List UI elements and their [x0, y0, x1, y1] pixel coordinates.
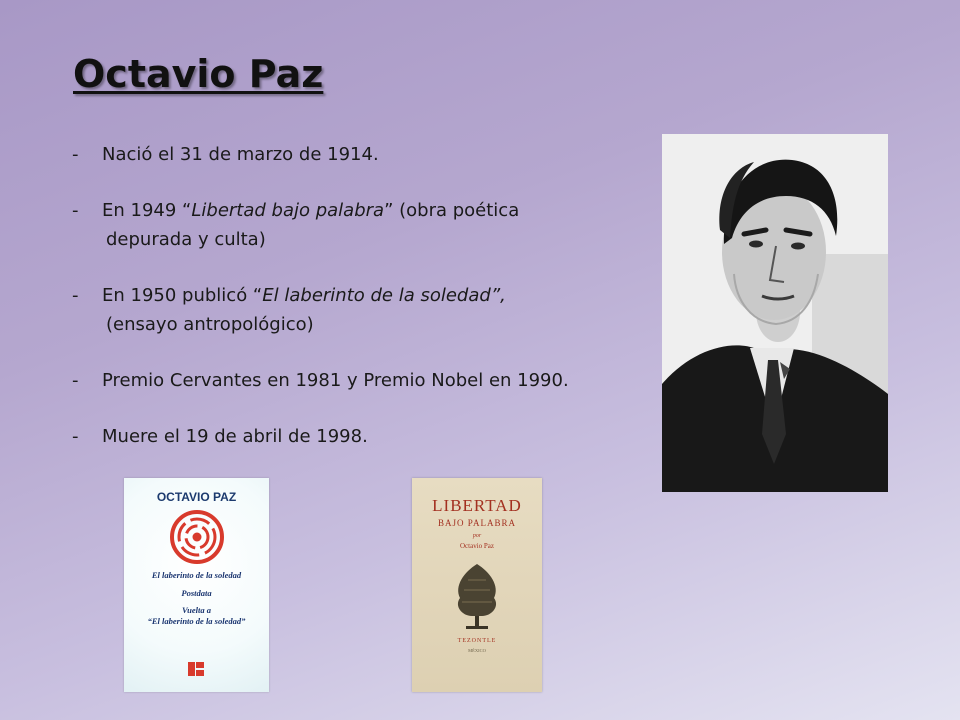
book-publisher: TEZONTLE	[457, 638, 497, 644]
book-por: por	[472, 533, 482, 539]
bullet-continuation: depurada y culta)	[106, 229, 266, 250]
book-title-laberinto: El laberinto de la soledad”,	[262, 285, 506, 306]
portrait-photo	[662, 134, 888, 492]
book-author: Octavio Paz	[459, 542, 494, 550]
bullet-awards	[72, 366, 642, 395]
book-subtitle: “El laberinto de la soledad”	[147, 616, 246, 626]
publisher-logo-icon	[188, 662, 204, 676]
book-place: MÉXICO	[468, 648, 486, 653]
bullet-birth	[72, 140, 642, 169]
bullet-text: Nació el 31 de marzo de 1914.	[102, 144, 379, 165]
bullet-text-suffix: ” (obra poética	[384, 200, 520, 221]
bullet-libertad	[72, 196, 642, 254]
bullet-dash: -	[72, 144, 79, 165]
bullet-death	[72, 422, 642, 451]
book-title: LIBERTAD	[432, 496, 522, 515]
bullet-text: Muere el 19 de abril de 1998.	[102, 426, 368, 447]
bullet-text-prefix: En 1950 publicó “	[102, 285, 263, 306]
book-subtitle: Postdata	[181, 588, 212, 598]
labyrinth-emblem-icon	[170, 510, 224, 564]
bullet-laberinto	[72, 281, 642, 339]
bullet-text	[72, 196, 642, 225]
bullet-text	[72, 281, 642, 310]
book-cover-libertad	[412, 478, 542, 692]
book-author: OCTAVIO PAZ	[156, 490, 237, 504]
bullet-list	[72, 140, 642, 478]
portrait-photo-icon	[662, 134, 888, 492]
book-title-libertad: Libertad bajo palabra	[191, 200, 385, 221]
book-cover-laberinto	[124, 478, 269, 692]
bullet-text: Premio Cervantes en 1981 y Premio Nobel en 1990.	[102, 370, 569, 391]
tree-illustration-icon	[450, 560, 504, 632]
bullet-dash: -	[72, 200, 79, 221]
bullet-continuation: (ensayo antropológico)	[106, 314, 314, 335]
book-subtitle: BAJO PALABRA	[438, 518, 516, 528]
bullet-text-prefix: En 1949 “	[102, 200, 192, 221]
slide-title: Octavio Paz	[73, 52, 324, 96]
bullet-dash: -	[72, 285, 79, 306]
book-title: El laberinto de la soledad	[151, 570, 242, 580]
bullet-dash: -	[72, 426, 79, 447]
bullet-dash: -	[72, 370, 79, 391]
book-subtitle: Vuelta a	[181, 605, 212, 615]
